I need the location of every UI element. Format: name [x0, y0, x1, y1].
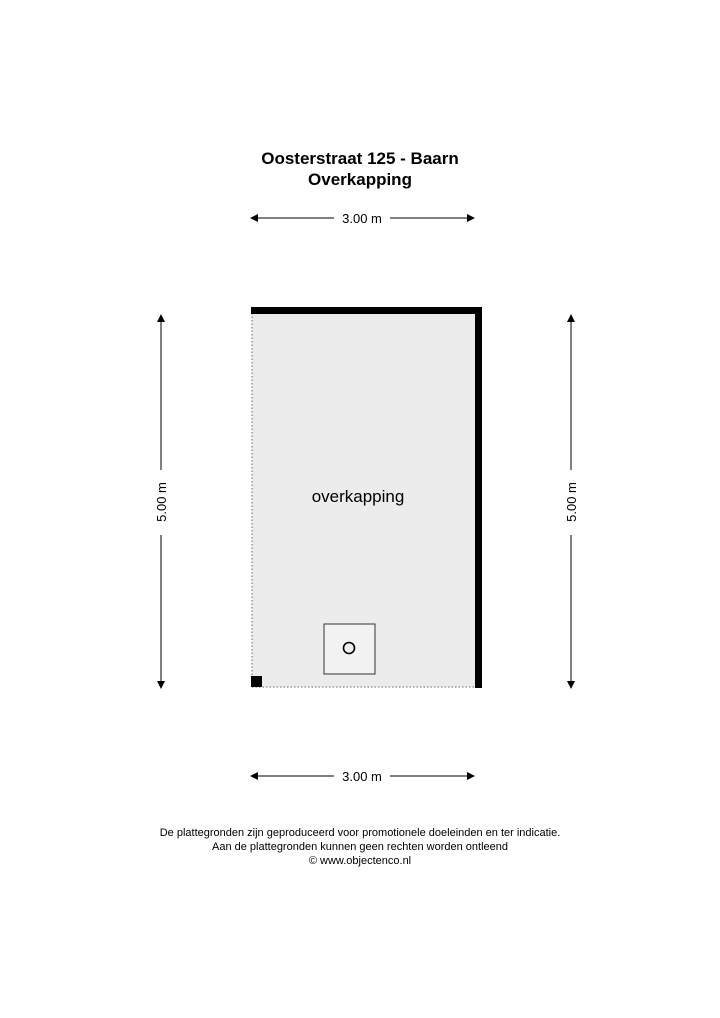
corner-post — [251, 676, 262, 687]
copyright-line: © www.objectenco.nl — [308, 855, 412, 867]
dimension-left-height — [154, 315, 169, 688]
wall-top — [251, 307, 482, 314]
dimension-right-height — [564, 315, 579, 688]
dimension-bottom-width — [251, 769, 474, 784]
dimension-left-label: 5.00 m — [154, 482, 169, 522]
fixture-drain — [324, 624, 375, 674]
fixture-box — [324, 624, 375, 674]
dimension-top-width — [251, 211, 474, 226]
dimension-bottom-label: 3.00 m — [342, 769, 382, 784]
disclaimer-line-2: Aan de plattegronden kunnen geen rechten worden ontleend — [211, 841, 508, 853]
dimension-right-label: 5.00 m — [564, 482, 579, 522]
room-label-overkapping: overkapping — [311, 487, 405, 506]
plan-title-address: Oosterstraat 125 - Baarn — [261, 149, 459, 168]
plan-title-floor: Overkapping — [308, 170, 412, 189]
dimension-top-label: 3.00 m — [342, 211, 382, 226]
disclaimer-line-1: De plattegronden zijn geproduceerd voor promotionele doeleinden en ter indicatie. — [159, 827, 561, 839]
wall-right — [475, 307, 482, 688]
